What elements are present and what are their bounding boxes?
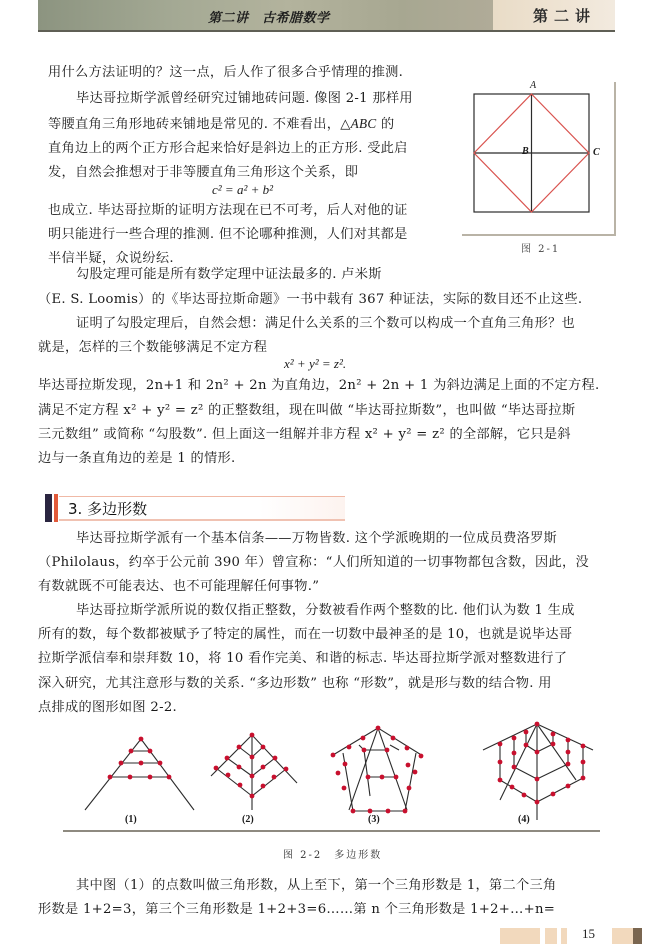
text-line: 所有的数，每个数都被赋予了特定的属性，而在一切数中最神圣的是 10，也就是说毕达哥 bbox=[38, 627, 573, 642]
text-line: 也成立. 毕达哥拉斯的证明方法现在已不可考，后人对他的证 bbox=[48, 203, 408, 218]
footer-decoration bbox=[500, 928, 540, 944]
square-diagram-icon bbox=[462, 82, 612, 232]
point-b-label: B bbox=[522, 146, 529, 157]
text-line: 直角边上的两个正方形合起来恰好是斜边上的正方形. 受此启 bbox=[48, 141, 408, 156]
figure-2-1 bbox=[462, 82, 616, 236]
text-line: （E. S. Loomis）的《毕达哥拉斯命题》一书中载有 367 种证法，实际的数目还不止这些. bbox=[38, 292, 583, 307]
point-a-label: A bbox=[530, 80, 537, 91]
panel-label-2: (2) bbox=[242, 814, 254, 825]
text-line: 边与一条直角边的差是 1 的情形. bbox=[38, 451, 236, 466]
footer-decoration bbox=[561, 928, 567, 944]
footer-decoration bbox=[612, 928, 642, 944]
text-line: 满足不定方程 x² + y² = z² 的正整数组，现在叫做 “毕达哥拉斯数”，也叫做 “毕达哥拉斯 bbox=[38, 403, 576, 418]
text-line: 发，自然会推想对于非等腰直角三角形这个关系，即 bbox=[48, 165, 359, 180]
text-line: 三元数组” 或简称 “勾股数”. 但上面这一组解并非方程 x² + y² = z² 的全部解，它只是斜 bbox=[38, 427, 571, 442]
equation: x² + y² = z². bbox=[284, 356, 347, 371]
text-line: 半信半疑，众说纷纭. bbox=[48, 251, 174, 266]
text-line: 就是，怎样的三个数能够满足不定方程 bbox=[38, 340, 268, 355]
text-line: 其中图（1）的点数叫做三角形数，从上至下，第一个三角形数是 1，第二个三角 bbox=[76, 878, 557, 893]
panel-label-3: (3) bbox=[368, 814, 380, 825]
accent-bar-red bbox=[54, 494, 58, 522]
accent-bar-dark bbox=[45, 494, 52, 522]
figure-2-2 bbox=[63, 720, 600, 832]
text-line: 毕达哥拉斯学派所说的数仅指正整数，分数被看作两个整数的比. 他们认为数 1 生成 bbox=[76, 603, 575, 618]
figure-2-1-caption: 图 2-1 bbox=[521, 244, 561, 255]
text-line: 有数就既不可能表达、也不可能理解任何事物.” bbox=[38, 579, 320, 594]
footer-decoration bbox=[545, 928, 557, 944]
running-title: 第二讲 古希腊数学 bbox=[208, 11, 330, 26]
panel-label-4: (4) bbox=[518, 814, 530, 825]
section-heading bbox=[45, 494, 345, 522]
text-line: 形数是 1+2=3，第三个三角形数是 1+2+3=6……第 n 个三角形数是 1+2+…+n= bbox=[38, 902, 556, 917]
figure-2-2-caption: 图 2-2 多边形数 bbox=[283, 850, 383, 861]
text-line: 等腰直角三角形地砖来铺地是常见的. 不难看出，△ABC 的 bbox=[48, 116, 395, 132]
text-line: 证明了勾股定理后，自然会想：满足什么关系的三个数可以构成一个直角三角形？也 bbox=[76, 316, 576, 331]
running-header bbox=[38, 0, 493, 32]
text-line: 勾股定理可能是所有数学定理中证法最多的. 卢米斯 bbox=[76, 267, 382, 282]
text-line: 用什么方法证明的？这一点，后人作了很多合乎情理的推测. bbox=[48, 65, 404, 80]
point-c-label: C bbox=[593, 147, 600, 158]
text-line: 拉斯学派信奉和崇拜数 10，将 10 看作完美、和谐的标志. 毕达哥拉斯学派对整数进行了 bbox=[38, 651, 568, 666]
text-line: 深入研究，尤其注意形与数的关系. “多边形数” 也称 “形数”，就是形与数的结合物. 用 bbox=[38, 676, 552, 691]
text-line: 毕达哥拉斯发现，2n+1 和 2n² + 2n 为直角边，2n² + 2n + 1 为斜边满足上面的不定方程. bbox=[38, 378, 600, 393]
panel-label-1: (1) bbox=[125, 814, 137, 825]
text-line: 点排成的图形如图 2-2. bbox=[38, 700, 178, 715]
chapter-tab bbox=[493, 0, 615, 32]
text-line: 毕达哥拉斯学派有一个基本信条——万物皆数. 这个学派晚期的一位成员费洛罗斯 bbox=[76, 531, 558, 546]
section-title: 3. 多边形数 bbox=[68, 500, 148, 518]
text-line: 毕达哥拉斯学派曾经研究过铺地砖问题. 像图 2-1 那样用 bbox=[76, 91, 413, 106]
text-line: （Philolaus，约卒于公元前 390 年）曾宣称：“人们所知道的一切事物都包含数，因此，没 bbox=[38, 555, 589, 570]
equation: c² = a² + b² bbox=[212, 182, 274, 197]
page-number: 15 bbox=[582, 926, 595, 941]
text-line: 明只能进行一些合理的推测. 但不论哪种推测，人们对其都是 bbox=[48, 227, 408, 242]
chapter-tab-label: 第二讲 bbox=[533, 7, 597, 25]
